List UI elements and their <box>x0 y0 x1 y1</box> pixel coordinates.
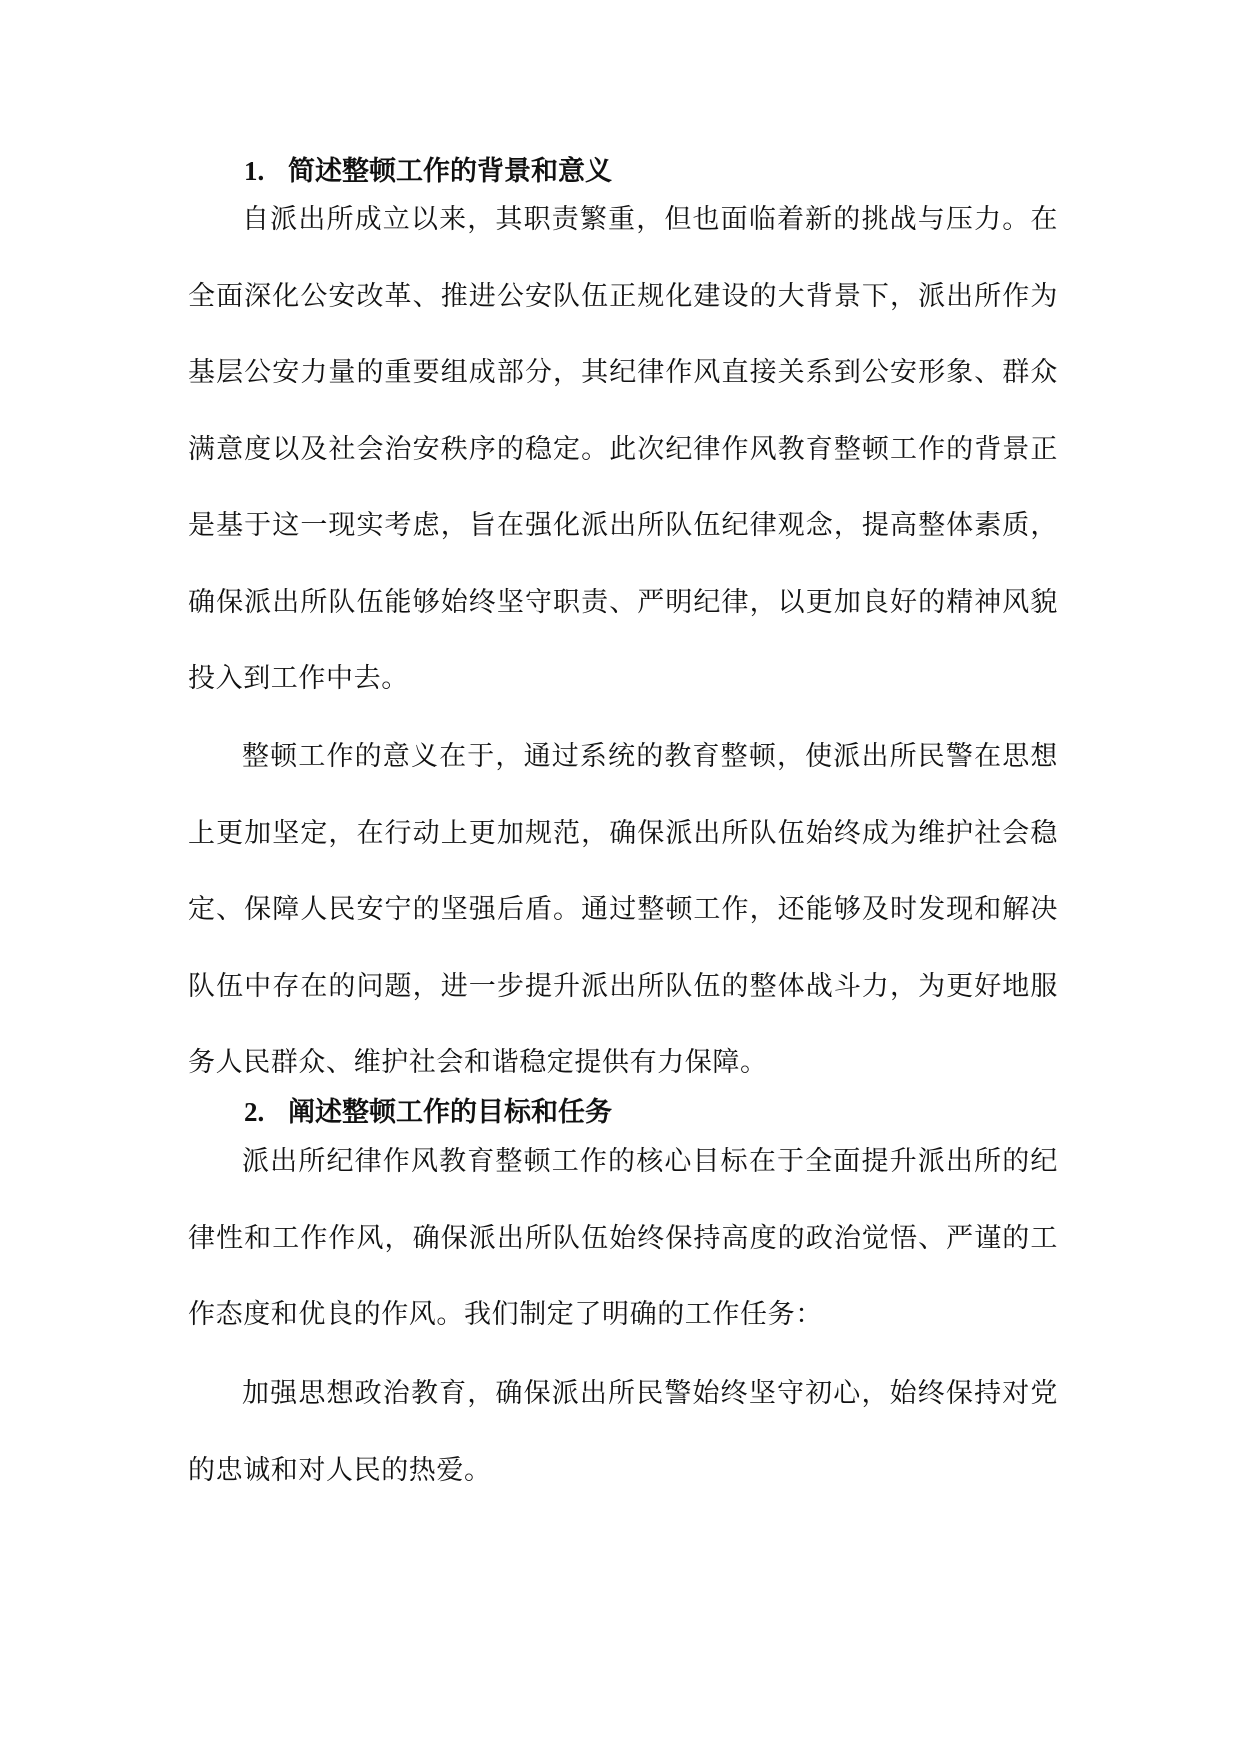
section-number: 1. <box>244 156 265 186</box>
section-number: 2. <box>244 1097 265 1127</box>
paragraph: 加强思想政治教育，确保派出所民警始终坚守初心，始终保持对党的忠诚和对人民的热爱。 <box>188 1378 1058 1486</box>
section-title: 阐述整顿工作的目标和任务 <box>288 1097 612 1128</box>
paragraph: 自派出所成立以来，其职责繁重，但也面临着新的挑战与压力。在全面深化公安改革、推进公安队伍正规化建设的大背景下，派出所作为基层公安力量的重要组成部分，其纪律作风直接关系到公安形象、群众满意度以及社会治安秩序的稳定。此次纪律作风教育整顿工作的背景正是基于这一现实考虑，旨在强化派出所队伍纪律观念，提高整体素质，确保派出所队伍能够始终坚守职责、严明纪律，以更加良好的精神风貌投入到工作中去。 <box>188 204 1058 694</box>
paragraph: 整顿工作的意义在于，通过系统的教育整顿，使派出所民警在思想上更加坚定，在行动上更加规范，确保派出所队伍始终成为维护社会稳定、保障人民安宁的坚强后盾。通过整顿工作，还能够及时发现和解决队伍中存在的问题，进一步提升派出所队伍的整体战斗力，为更好地服务人民群众、维护社会和谐稳定提供有力保障。 <box>188 741 1058 1078</box>
section-title: 简述整顿工作的背景和意义 <box>288 156 612 187</box>
paragraph: 派出所纪律作风教育整顿工作的核心目标在于全面提升派出所的纪律性和工作作风，确保派出所队伍始终保持高度的政治觉悟、严谨的工作态度和优良的作风。我们制定了明确的工作任务： <box>188 1146 1058 1330</box>
